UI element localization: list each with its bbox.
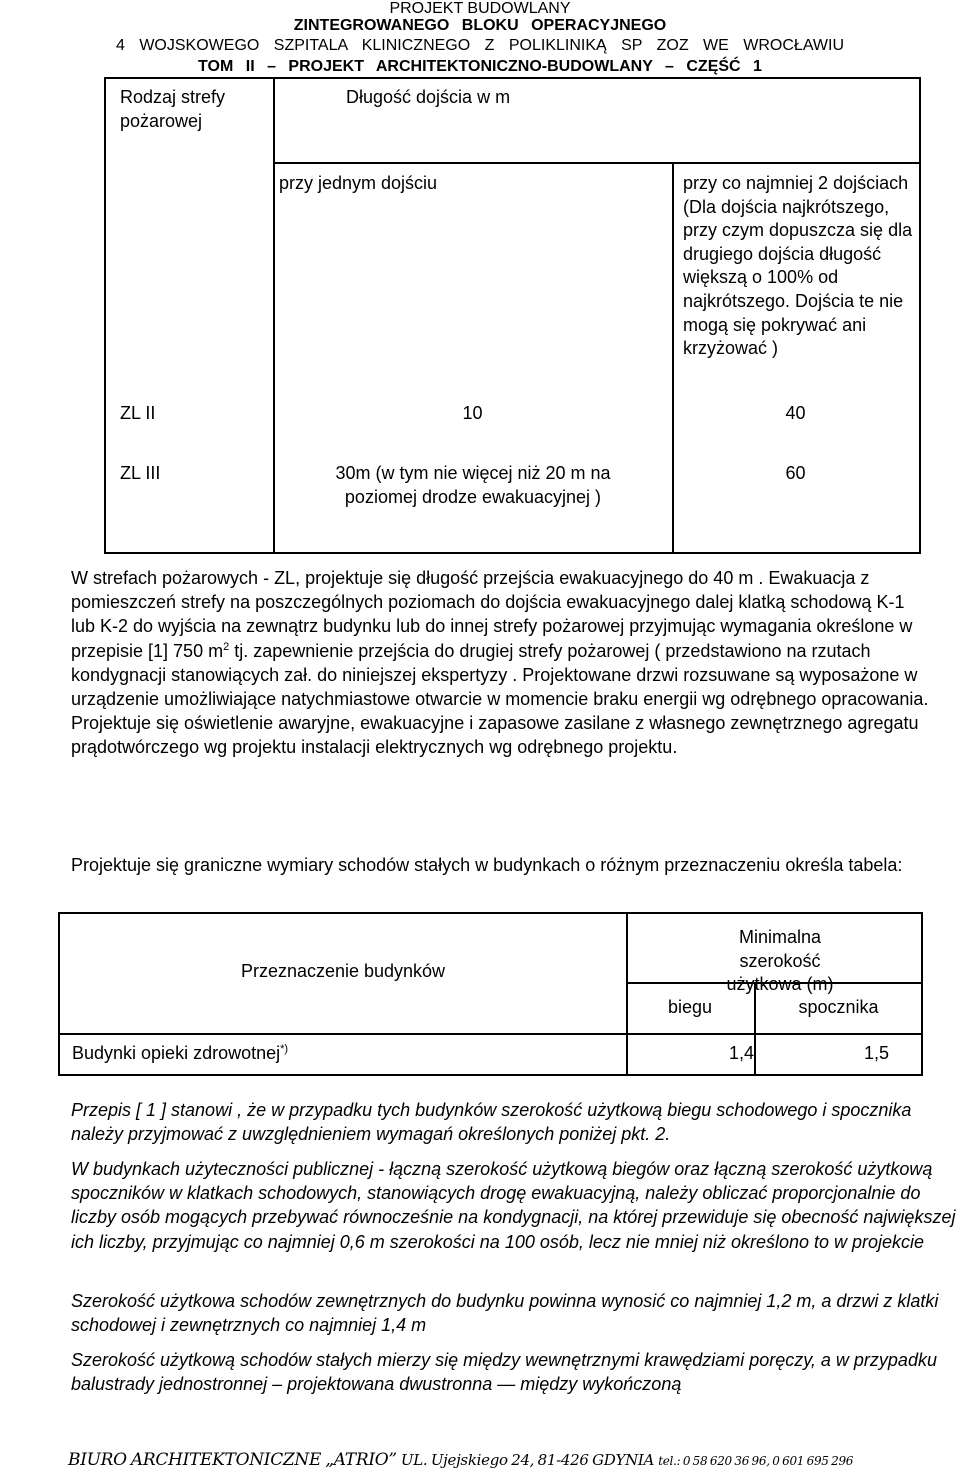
- min-width-header: Minimalna szerokość użytkowa (m): [726, 927, 834, 995]
- double-exit-header: przy co najmniej 2 dojściach (Dla dojścia najkrótszego, przy czym dopuszcza się dla drugiego dojścia długość większą o 100% od najkrótszego. Dojścia te nie mogą się pokrywać ani krzyżować ): [683, 173, 913, 359]
- firm-address: UL. Ujejskiego 24, 81-426 GDYNIA: [400, 1451, 655, 1469]
- public-building-paragraph: W budynkach użyteczności publicznej - łączną szerokość użytkową biegów oraz łączną szerokość użytkową spoczników w klatkach schodowych, stanowiących drogę ewakuacyjną, należy obliczać proporcjonalnie do liczby osób mogących przebywać równocześnie na kondygnacji, na której przewiduje się obecność największej ich liczby, przyjmując co najmniej 0,6 m szerokości na 100 osób, lecz nie mniej niż określono to w projekcie: [71, 1159, 956, 1252]
- header-building-line: ZINTEGROWANEGO BLOKU OPERACYJNEGO: [293, 17, 667, 34]
- building-purpose-header: Przeznaczenie budynków: [240, 961, 446, 981]
- zl3-single-distance: 30m (w tym nie więcej niż 20 m na poziomej drodze ewakuacyjnej ): [335, 463, 611, 507]
- header-project-line: PROJEKT BUDOWLANY: [389, 0, 571, 17]
- flight-subheader: biegu: [667, 997, 713, 1017]
- evacuation-distance-table: [104, 77, 921, 554]
- evacuation-text-b: tj. zapewnienie przejścia do drugiej strefy pożarowej ( przedstawiono na rzutach kondygnacji stanowiących zał. do niniejszej ekspertyzy . Projektowane drzwi rozsuwane są wyposażone w urządzenie umożliwiające natychmiastowe otwarcie w momencie braku energii wg odrębnego opracowania.: [71, 640, 929, 710]
- zl2-double-distance: 40: [785, 403, 806, 423]
- page-footer: [68, 1450, 853, 1470]
- firm-name: BIURO ARCHITEKTONICZNE „ATRIO”: [68, 1450, 397, 1470]
- healthcare-row-label: [72, 1042, 612, 1066]
- single-exit-header: przy jednym dojściu: [279, 173, 438, 193]
- evacuation-text-a: W strefach pożarowych - ZL, projektuje się długość przejścia ewakuacyjnego do 40 m . Ewakuacja z pomieszczeń strefy na poszczególnych poziomach do dojścia ewakuacyjnego dalej klatką schodową K-1 lub K-2 do wyjścia na zewnątrz budynku lub do innej strefy pożarowej przyjmując wymagania określone w przepisie [1] 750 m: [71, 568, 913, 661]
- header-volume-line: TOM II – PROJEKT ARCHITEKTONICZNO-BUDOWLANY – CZĘŚĆ 1: [198, 58, 762, 75]
- area-unit-superscript: 2: [223, 640, 230, 653]
- zl3-double-distance: 60: [785, 463, 806, 483]
- lighting-paragraph: Projektuje się oświetlenie awaryjne, ewakuacyjne i zapasowe zasilane z własnego zewnętrznego agregatu prądotwórczego wg projektu instalacji elektrycznych wg odrębnego projektu.: [71, 713, 919, 758]
- distance-header: Długość dojścia w m: [346, 87, 511, 107]
- healthcare-landing-width: 1,5: [863, 1043, 889, 1063]
- landing-subheader: spocznika: [798, 997, 879, 1017]
- stair-width-table: [58, 912, 923, 1076]
- zone-zl2: ZL II: [120, 403, 156, 423]
- regulation-paragraph: Przepis [ 1 ] stanowi , że w przypadku tych budynków szerokość użytkową biegu schodowego i spocznika należy przyjmować z uwzględnieniem wymagań określonych poniżej pkt. 2.: [71, 1100, 912, 1145]
- zone-type-header: Rodzaj strefy pożarowej: [120, 87, 226, 131]
- zone-zl3: ZL III: [120, 463, 161, 483]
- header-hospital-line: 4 WOJSKOWEGO SZPITALA KLINICZNEGO Z POLIKLINIKĄ SP ZOZ WE WROCŁAWIU: [115, 37, 845, 54]
- evacuation-paragraph: [71, 566, 931, 760]
- firm-phone: tel.: 0 58 620 36 96, 0 601 695 296: [658, 1454, 854, 1468]
- footnote-mark: *): [280, 1043, 289, 1055]
- stair-measurement-paragraph: Szerokość użytkową schodów stałych mierzy się między wewnętrznymi krawędziami poręczy, a w przypadku balustrady jednostronnej – projektowana dwustronna — między wykończoną: [71, 1350, 937, 1395]
- stairs-intro-paragraph: Projektuje się graniczne wymiary schodów stałych w budynkach o różnym przeznaczeniu określa tabela:: [71, 855, 903, 875]
- zl2-single-distance: 10: [462, 403, 483, 423]
- external-stairs-paragraph: Szerokość użytkowa schodów zewnętrznych do budynku powinna wynosić co najmniej 1,2 m, a drzwi z klatki schodowej i zewnętrznych co najmniej 1,4 m: [71, 1291, 939, 1336]
- healthcare-flight-width: 1,4: [728, 1043, 754, 1063]
- healthcare-label-text: Budynki opieki zdrowotnej: [72, 1043, 281, 1063]
